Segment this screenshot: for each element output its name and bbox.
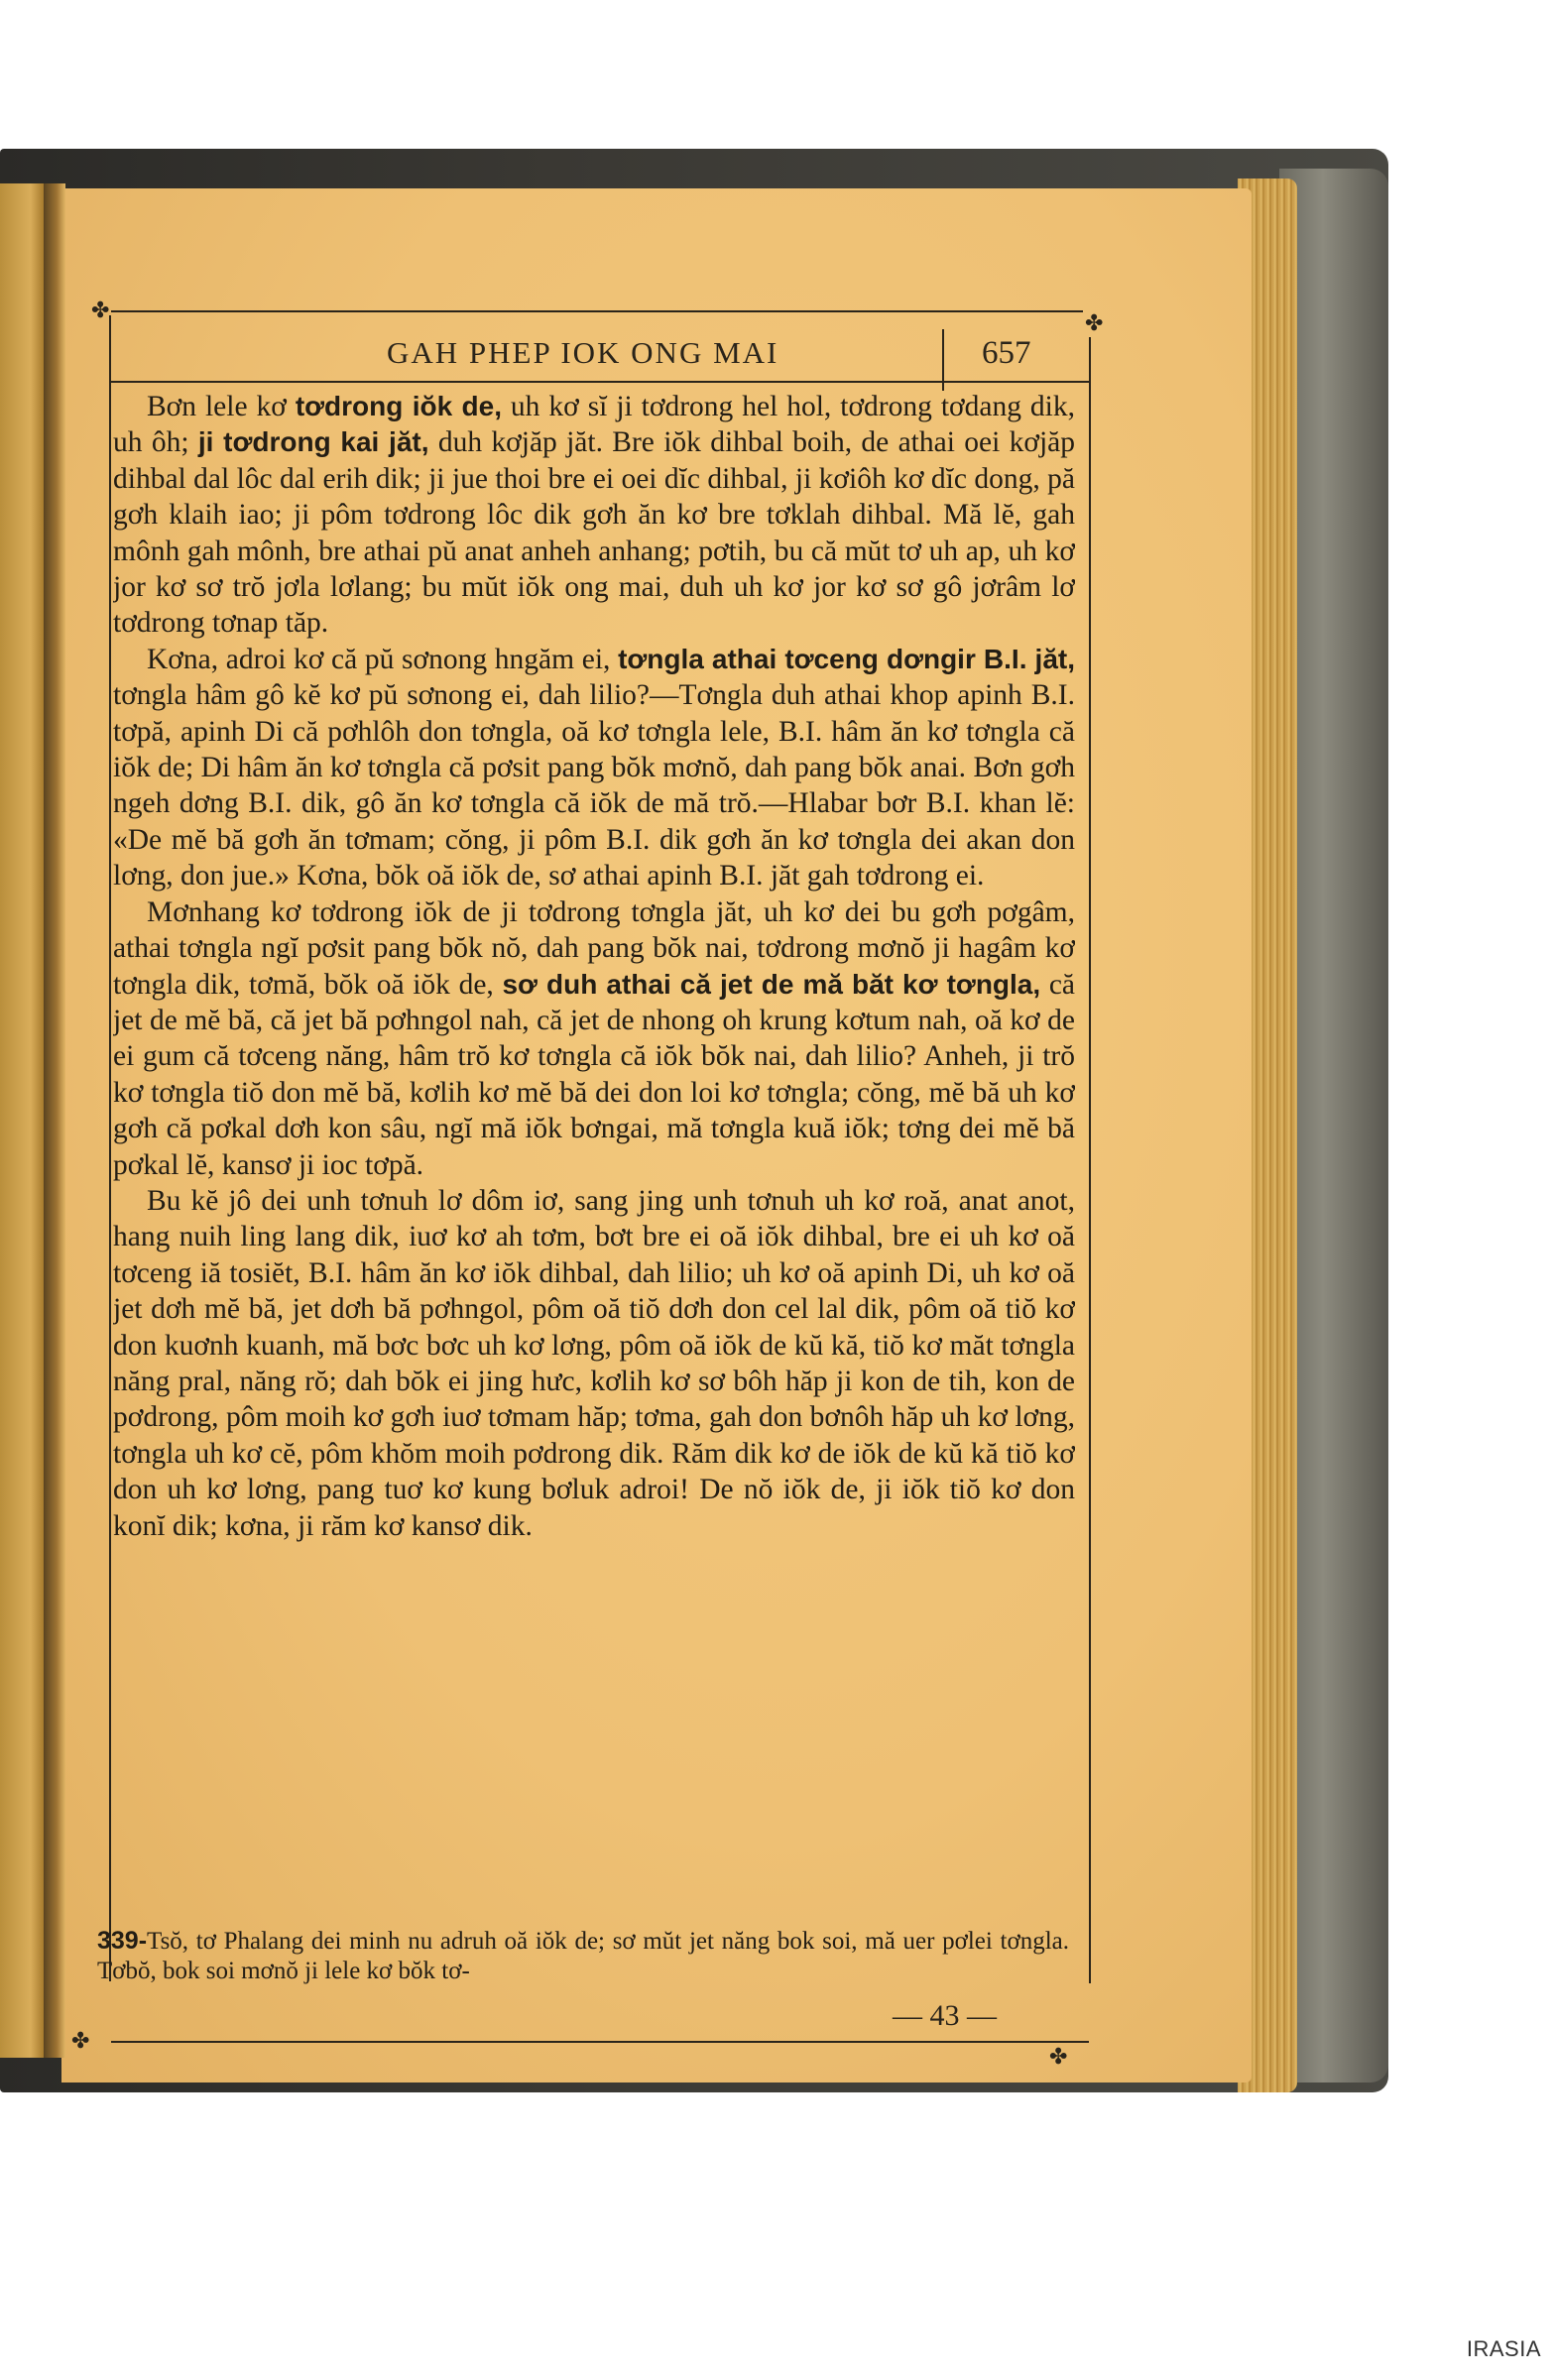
body-text (113, 389, 1075, 1916)
bottom-rule (111, 2041, 1089, 2043)
paragraph: Bơn lele kơ tơdrong iŏk de, uh kơ sĭ ji tơdrong hel hol, tơdrong tơdang dik, uh ôh; ji tơdrong kai jăt, duh kơjăp jăt. Bre iŏk dihbal boih, de athai oei kơjăp dihbal dal lôc dal erih dik; ji jue thoi bre ei oei dĭc dihbal, ji kơiôh kơ dĭc dong, pă gơh klaih iao; ji pôm tơdrong lôc dik gơh ăn kơ bre tơklah dihbal. Mă lĕ, gah mônh gah mônh, bre athai pŭ anat anheh anhang; pơtih, bu că mŭt tơ uh ap, uh kơ jor kơ sơ trŏ jơla lơlang; bu mŭt iŏk ong mai, duh uh kơ jor kơ sơ gô jơrâm lơ tơdrong tơnap tăp. (113, 391, 1075, 640)
watermark: IRASIA (1466, 2336, 1541, 2361)
page-number: 657 (982, 335, 1031, 371)
top-left-ornament-icon: ✤ (91, 298, 110, 323)
header-right-vertical-rule (1089, 337, 1091, 1983)
bottom-right-ornament-icon: ✤ (1049, 2045, 1068, 2070)
paragraph: Mơnhang kơ tơdrong iŏk de ji tơdrong tơngla jăt, uh kơ dei bu gơh pơgâm, athai tơngla ngĭ pơsit pang bŏk nŏ, dah pang bŏk nai, tơdrong mơnŏ ji hagâm kơ tơngla dik, tơmă, bŏk oă iŏk de, sơ duh athai că jet de mă băt kơ tơngla, că jet de mĕ bă, că jet bă pơhngol nah, că jet de nhong oh krung kơtum nah, oă kơ de ei gum că tơceng năng, hâm trŏ kơ tơngla că iŏk bŏk nai, dah lilio? Anheh, ji trŏ kơ tơngla tiŏ don mĕ bă, kơlih kơ mĕ bă dei don loi kơ tơngla; cŏng, mĕ bă uh kơ gơh că pơkal dơh kon sâu, ngĭ mă iŏk bơngai, mă tơngla kuă iŏk; tơng dei mĕ bă pơkal lĕ, kansơ ji ioc tơpă. (113, 895, 1075, 1181)
paragraph: Kơna, adroi kơ că pŭ sơnong hngăm ei, tơngla athai tơceng dơngir B.I. jăt, tơngla hâm gô kĕ kơ pŭ sơnong ei, dah lilio?—Tơngla duh athai khop apinh B.I. tơpă, apinh Di că pơhlôh don tơngla, oă kơ tơngla lele, B.I. hâm ăn kơ tơngla că iŏk de; Di hâm ăn kơ tơngla că pơsit pang bŏk mơnŏ, dah pang bŏk anai. Bơn gơh ngeh dơng B.I. dik, gô ăn kơ tơngla că iŏk de mă trŏ.—Hlabar bơr B.I. khan lĕ: «De mĕ bă gơh ăn tơmam; cŏng, ji pôm B.I. dik gơh ăn kơ tơngla dei akan don lơng, don jue.» Kơna, bŏk oă iŏk de, sơ athai apinh B.I. jăt gah tơdrong ei. (113, 643, 1075, 892)
running-title: GAH PHEP IOK ONG MAI (387, 335, 779, 370)
folio: — 43 — (893, 1999, 997, 2032)
bottom-left-ornament-icon: ✤ (71, 2029, 90, 2054)
paragraph: Bu kĕ jô dei unh tơnuh lơ dôm iơ, sang jing unh tơnuh uh kơ roă, anat anot, hang nuih ling lang dik, iuơ kơ ah tơm, bơt bre ei oă iŏk dihbal, bre ei uh kơ oă tơceng iă tosiĕt, B.I. hâm ăn kơ iŏk dihbal, dah lilio; uh kơ oă apinh Di, uh kơ oă jet dơh mĕ bă, jet dơh bă pơhngol, pôm oă tiŏ dơh don cel lal dik, pôm oă tiŏ kơ don kuơnh kuanh, mă bơc bơc uh kơ lơng, pôm oă iŏk de kŭ kă, tiŏ kơ măt tơngla năng pral, năng rŏ; dah bŏk ei jing hưc, kơlih kơ sơ bôh hăp ji kon de tih, kon de pơdrong, pôm moih kơ gơh iuơ tơmam hăp; tơma, gah don bơnôh hăp uh kơ lơng, tơngla uh kơ cĕ, pôm khŏm moih pơdrong dik. Răm dik kơ de iŏk de kŭ kă tiŏ kơ don uh kơ lơng, pang tuơ kơ kung bơluk adroi! De nŏ iŏk de, ji iŏk tiŏ kơ don konĭ dik; kơna, ji răm kơ kansơ dik. (113, 1184, 1075, 1542)
header-left-vertical-rule (109, 315, 111, 1981)
header-bottom-rule (111, 381, 1089, 383)
facing-page-edge (0, 183, 44, 2058)
footnote: 339-Tsŏ, tơ Phalang dei minh nu adruh oă iŏk de; sơ mŭt jet năng bok soi, mă uer pơlei tơngla. Tơbŏ, bok soi mơnŏ ji lele kơ bŏk tơ- (97, 1927, 1069, 1984)
page-gutter (44, 183, 65, 2058)
top-right-ornament-icon: ✤ (1085, 311, 1104, 336)
top-rule (111, 310, 1083, 312)
